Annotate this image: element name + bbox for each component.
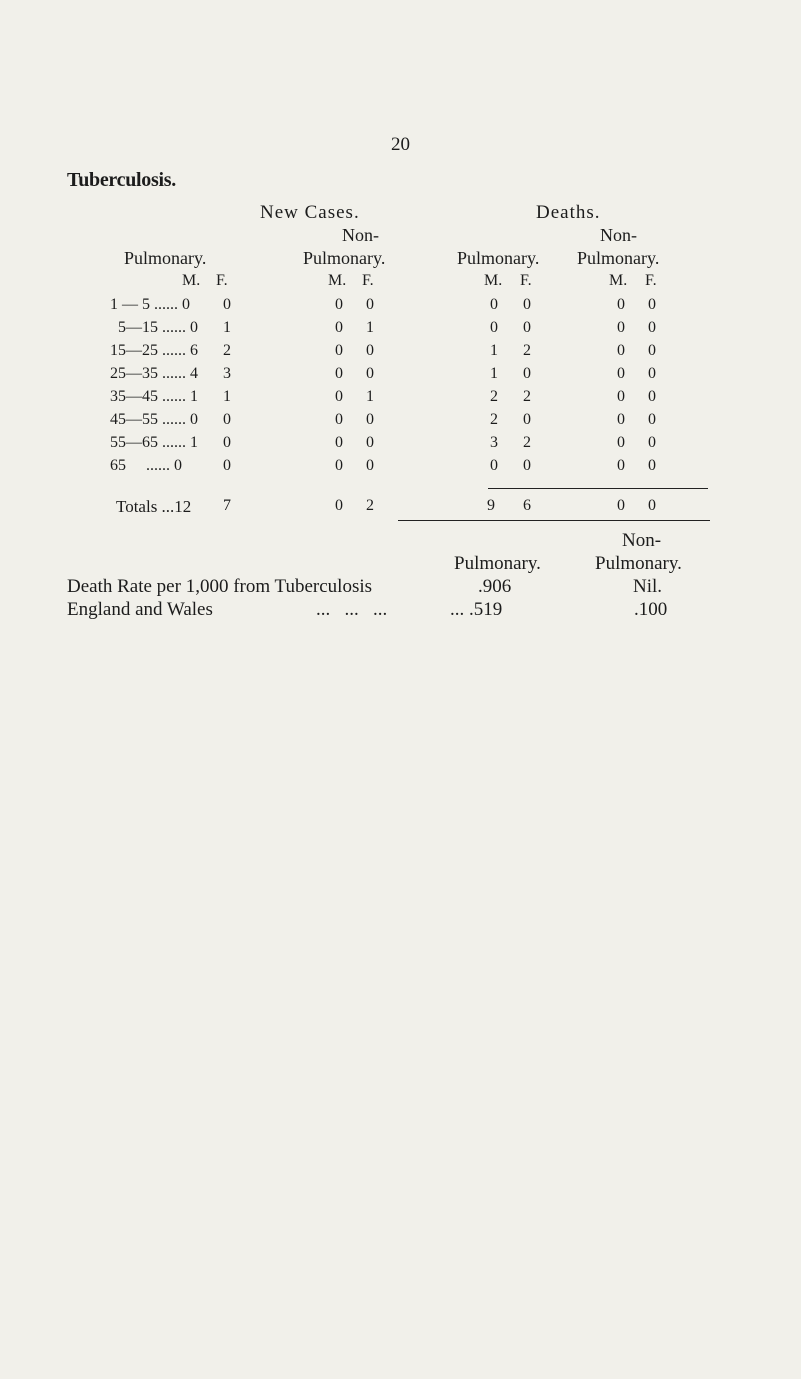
table-cell: 0 (523, 319, 531, 336)
table-cell: 0 (523, 365, 531, 382)
m-header: M. (609, 272, 628, 289)
f-header: F. (362, 272, 374, 289)
deaths-heading: Deaths. (536, 202, 601, 223)
table-cell: 0 (617, 365, 625, 382)
table-cell: 1 (223, 319, 231, 336)
table-cell: 1 (490, 342, 498, 359)
table-cell: 0 (223, 434, 231, 451)
england-wales-pulmonary: ... .519 (450, 599, 503, 620)
new-cases-non-label: Non- (342, 225, 379, 245)
table-cell: 2 (523, 342, 531, 359)
row-label: 35—45 ...... 1 (110, 388, 198, 405)
row-label: 25—35 ...... 4 (110, 365, 198, 382)
table-cell: 0 (617, 457, 625, 474)
table-cell: 0 (335, 319, 343, 336)
table-cell: 0 (617, 434, 625, 451)
england-wales-label: England and Wales (67, 599, 213, 620)
table-cell: 0 (366, 342, 374, 359)
table-cell: 0 (223, 457, 231, 474)
row-label: 1 — 5 ...... 0 (110, 296, 190, 313)
table-cell: 0 (366, 365, 374, 382)
table-cell: 0 (523, 457, 531, 474)
table-cell: 7 (223, 497, 231, 514)
row-label: 5—15 ...... 0 (118, 319, 198, 336)
table-cell: 3 (223, 365, 231, 382)
page-number: 20 (391, 134, 410, 155)
table-cell: 6 (523, 497, 531, 514)
table-cell: 0 (617, 342, 625, 359)
new-cases-nonpulmonary-header: Pulmonary. (303, 248, 386, 268)
m-header: M. (328, 272, 347, 289)
table-cell: 3 (490, 434, 498, 451)
table-cell: 0 (648, 342, 656, 359)
table-cell: 2 (523, 434, 531, 451)
new-cases-heading: New Cases. (260, 202, 360, 223)
footer-nonpulmonary-header: Pulmonary. (595, 553, 682, 574)
deaths-nonpulmonary-header: Pulmonary. (577, 248, 660, 268)
deaths-non-label: Non- (600, 225, 637, 245)
table-cell: 0 (617, 497, 625, 514)
footer-pulmonary-header: Pulmonary. (454, 553, 541, 574)
deaths-pulmonary-header: Pulmonary. (457, 248, 540, 268)
death-rate-pulmonary: .906 (478, 576, 512, 597)
table-cell: 0 (490, 457, 498, 474)
table-cell: 2 (523, 388, 531, 405)
table-cell: 0 (648, 319, 656, 336)
death-rate-nonpulmonary: Nil. (633, 576, 663, 597)
divider (488, 488, 708, 489)
table-cell: 0 (335, 457, 343, 474)
footer-non-label: Non- (622, 530, 662, 551)
table-cell: 0 (335, 296, 343, 313)
table-cell: 2 (490, 388, 498, 405)
table-cell: 0 (335, 497, 343, 514)
divider (398, 520, 710, 521)
table-cell: 1 (366, 388, 374, 405)
table-cell: 1 (490, 365, 498, 382)
m-header: M. (484, 272, 503, 289)
table-cell: 0 (223, 296, 231, 313)
england-wales-nonpulmonary: .100 (634, 599, 668, 620)
table-cell: 0 (648, 296, 656, 313)
table-cell: 0 (617, 388, 625, 405)
table-cell: 0 (648, 434, 656, 451)
table-cell: 0 (617, 319, 625, 336)
table-cell: 2 (366, 497, 374, 514)
table-cell: 0 (648, 411, 656, 428)
new-cases-pulmonary-header: Pulmonary. (124, 248, 207, 268)
table-cell: 1 (223, 388, 231, 405)
table-cell: 0 (366, 411, 374, 428)
death-rate-label: Death Rate per 1,000 from Tuberculosis (67, 576, 373, 597)
table-cell: 0 (490, 319, 498, 336)
table-cell: 9 (487, 497, 495, 514)
row-label: 65 ...... 0 (110, 457, 182, 474)
table-cell: 0 (490, 296, 498, 313)
table-cell: 0 (335, 388, 343, 405)
table-cell: 0 (617, 411, 625, 428)
table-cell: 2 (223, 342, 231, 359)
table-cell: 0 (617, 296, 625, 313)
table-cell: 0 (223, 411, 231, 428)
m-header: M. (182, 272, 201, 289)
table-cell: 0 (523, 296, 531, 313)
table-cell: 0 (648, 497, 656, 514)
table-cell: 1 (366, 319, 374, 336)
table-cell: 0 (366, 296, 374, 313)
table-cell: 0 (335, 342, 343, 359)
f-header: F. (520, 272, 532, 289)
f-header: F. (216, 272, 228, 289)
f-header: F. (645, 272, 657, 289)
leader-dots: ... ... ... (316, 599, 388, 620)
table-cell: 0 (648, 365, 656, 382)
table-cell: 0 (366, 434, 374, 451)
table-cell: 0 (335, 411, 343, 428)
table-cell: 0 (335, 434, 343, 451)
table-cell: 0 (648, 457, 656, 474)
row-label: 45—55 ...... 0 (110, 411, 198, 428)
table-cell: 0 (523, 411, 531, 428)
totals-label: Totals ...12 (116, 497, 192, 516)
page-title: Tuberculosis. (67, 169, 176, 191)
table-cell: 0 (648, 388, 656, 405)
table-cell: 2 (490, 411, 498, 428)
row-label: 55—65 ...... 1 (110, 434, 198, 451)
table-cell: 0 (335, 365, 343, 382)
row-label: 15—25 ...... 6 (110, 342, 198, 359)
table-cell: 0 (366, 457, 374, 474)
